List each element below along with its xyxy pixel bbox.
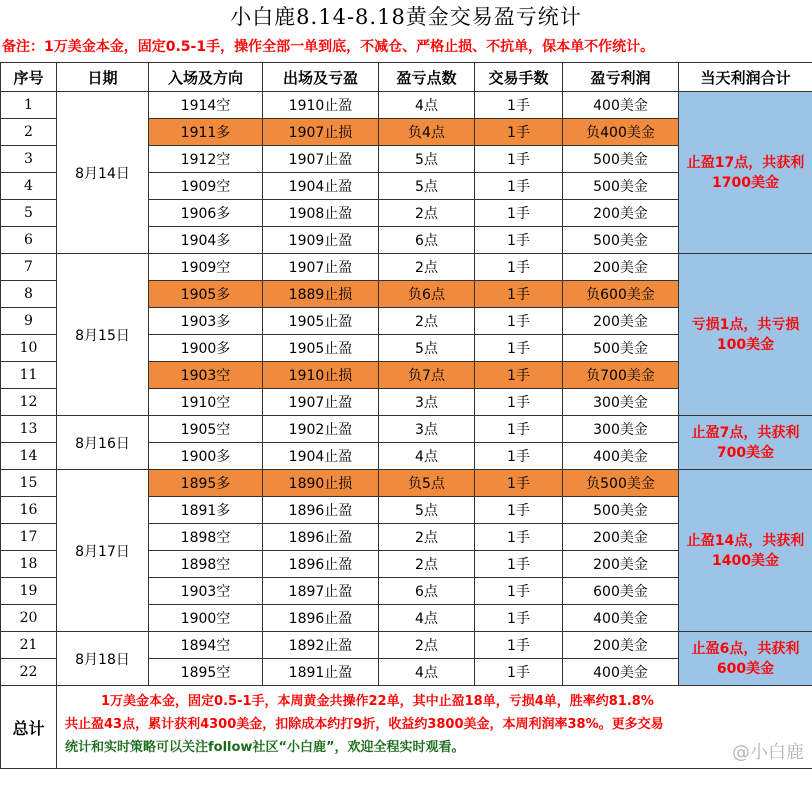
cell-lots: 1手 <box>475 524 563 551</box>
cell-seq: 2 <box>1 119 57 146</box>
cell-seq: 19 <box>1 578 57 605</box>
cell-entry: 1909空 <box>149 254 263 281</box>
cell-points: 5点 <box>379 146 475 173</box>
cell-entry: 1905空 <box>149 416 263 443</box>
cell-profit: 200美金 <box>563 308 679 335</box>
cell-seq: 8 <box>1 281 57 308</box>
table-body <box>1 92 812 686</box>
cell-profit: 200美金 <box>563 632 679 659</box>
cell-exit: 1907止盈 <box>263 146 379 173</box>
cell-exit: 1904止盈 <box>263 443 379 470</box>
cell-lots: 1手 <box>475 146 563 173</box>
cell-points: 6点 <box>379 227 475 254</box>
cell-date: 8月14日 <box>57 92 149 254</box>
cell-entry: 1910空 <box>149 389 263 416</box>
table-row <box>1 92 812 119</box>
cell-entry: 1903空 <box>149 362 263 389</box>
total-summary <box>57 686 812 769</box>
cell-entry: 1905多 <box>149 281 263 308</box>
cell-exit: 1907止盈 <box>263 254 379 281</box>
cell-seq: 12 <box>1 389 57 416</box>
cell-seq: 17 <box>1 524 57 551</box>
cell-exit: 1897止盈 <box>263 578 379 605</box>
cell-daily-summary: 止盈7点，共获利700美金 <box>679 416 812 470</box>
header-entry: 入场及方向 <box>149 63 263 92</box>
cell-points: 4点 <box>379 92 475 119</box>
cell-lots: 1手 <box>475 335 563 362</box>
cell-lots: 1手 <box>475 659 563 686</box>
cell-points: 4点 <box>379 659 475 686</box>
cell-points: 负6点 <box>379 281 475 308</box>
cell-exit: 1907止盈 <box>263 389 379 416</box>
cell-points: 2点 <box>379 200 475 227</box>
cell-profit: 300美金 <box>563 389 679 416</box>
cell-profit: 300美金 <box>563 416 679 443</box>
cell-lots: 1手 <box>475 470 563 497</box>
cell-profit: 400美金 <box>563 92 679 119</box>
cell-exit: 1905止盈 <box>263 335 379 362</box>
cell-profit: 600美金 <box>563 578 679 605</box>
cell-points: 2点 <box>379 632 475 659</box>
cell-exit: 1892止盈 <box>263 632 379 659</box>
cell-seq: 21 <box>1 632 57 659</box>
cell-entry: 1895空 <box>149 659 263 686</box>
cell-points: 5点 <box>379 497 475 524</box>
cell-exit: 1896止盈 <box>263 497 379 524</box>
table-row <box>1 254 812 281</box>
cell-entry: 1894空 <box>149 632 263 659</box>
cell-points: 4点 <box>379 605 475 632</box>
cell-daily-summary: 亏损1点，共亏损100美金 <box>679 254 812 416</box>
cell-exit: 1902止盈 <box>263 416 379 443</box>
cell-exit: 1908止盈 <box>263 200 379 227</box>
cell-lots: 1手 <box>475 605 563 632</box>
cell-exit: 1909止盈 <box>263 227 379 254</box>
cell-daily-summary: 止盈14点，共获利1400美金 <box>679 470 812 632</box>
cell-profit: 500美金 <box>563 146 679 173</box>
cell-profit: 负600美金 <box>563 281 679 308</box>
cell-lots: 1手 <box>475 578 563 605</box>
cell-points: 2点 <box>379 551 475 578</box>
cell-profit: 200美金 <box>563 551 679 578</box>
cell-date: 8月15日 <box>57 254 149 416</box>
cell-lots: 1手 <box>475 389 563 416</box>
cell-seq: 13 <box>1 416 57 443</box>
cell-exit: 1896止盈 <box>263 551 379 578</box>
header-points: 盈亏点数 <box>379 63 475 92</box>
total-label: 总计 <box>1 686 57 769</box>
cell-entry: 1900空 <box>149 605 263 632</box>
cell-seq: 22 <box>1 659 57 686</box>
header-daily-total: 当天利润合计 <box>679 63 812 92</box>
cell-lots: 1手 <box>475 92 563 119</box>
cell-exit: 1910止盈 <box>263 92 379 119</box>
table-row <box>1 416 812 443</box>
total-summary-line1: 1万美金本金，固定0.5-1手，本周黄金共操作22单，其中止盈18单，亏损4单，胜率约81.8% <box>101 694 654 709</box>
cell-profit: 负500美金 <box>563 470 679 497</box>
cell-entry: 1903多 <box>149 308 263 335</box>
cell-entry: 1895多 <box>149 470 263 497</box>
cell-profit: 500美金 <box>563 227 679 254</box>
cell-seq: 7 <box>1 254 57 281</box>
sheet-title: 小白鹿8.14-8.18黄金交易盈亏统计 <box>230 5 582 29</box>
cell-points: 2点 <box>379 254 475 281</box>
cell-exit: 1896止盈 <box>263 605 379 632</box>
cell-exit: 1890止损 <box>263 470 379 497</box>
cell-entry: 1898空 <box>149 524 263 551</box>
header-row <box>1 63 812 92</box>
header-exit: 出场及亏盈 <box>263 63 379 92</box>
cell-points: 负7点 <box>379 362 475 389</box>
cell-lots: 1手 <box>475 200 563 227</box>
cell-exit: 1891止盈 <box>263 659 379 686</box>
watermark: @小白鹿 <box>732 742 804 763</box>
cell-seq: 3 <box>1 146 57 173</box>
total-summary-line2: 共止盈43点，累计获利4300美金，扣除成本约打9折，收益约3800美金，本周利润率38%。更多交易 <box>65 717 664 732</box>
trade-table <box>0 62 812 769</box>
header-lots: 交易手数 <box>475 63 563 92</box>
header-date: 日期 <box>57 63 149 92</box>
cell-exit: 1910止损 <box>263 362 379 389</box>
table-row <box>1 632 812 659</box>
cell-seq: 15 <box>1 470 57 497</box>
cell-entry: 1912空 <box>149 146 263 173</box>
cell-lots: 1手 <box>475 173 563 200</box>
total-summary-line3: 统计和实时策略可以关注follow社区“小白鹿”，欢迎全程实时观看。 <box>65 740 465 755</box>
cell-seq: 11 <box>1 362 57 389</box>
header-seq: 序号 <box>1 63 57 92</box>
cell-seq: 6 <box>1 227 57 254</box>
cell-profit: 200美金 <box>563 200 679 227</box>
cell-date: 8月17日 <box>57 470 149 632</box>
cell-lots: 1手 <box>475 362 563 389</box>
cell-entry: 1891多 <box>149 497 263 524</box>
cell-entry: 1911多 <box>149 119 263 146</box>
cell-profit: 400美金 <box>563 605 679 632</box>
cell-points: 5点 <box>379 335 475 362</box>
cell-lots: 1手 <box>475 443 563 470</box>
cell-date: 8月16日 <box>57 416 149 470</box>
cell-profit: 500美金 <box>563 497 679 524</box>
cell-seq: 20 <box>1 605 57 632</box>
cell-daily-summary: 止盈6点，共获利600美金 <box>679 632 812 686</box>
cell-lots: 1手 <box>475 632 563 659</box>
cell-profit: 负400美金 <box>563 119 679 146</box>
cell-lots: 1手 <box>475 227 563 254</box>
cell-seq: 5 <box>1 200 57 227</box>
cell-seq: 16 <box>1 497 57 524</box>
cell-exit: 1907止损 <box>263 119 379 146</box>
cell-lots: 1手 <box>475 119 563 146</box>
cell-points: 3点 <box>379 416 475 443</box>
cell-entry: 1904多 <box>149 227 263 254</box>
note-line: 备注：1万美金本金，固定0.5-1手，操作全部一单到底，不减仓、严格止损、不抗单，保本单不作统计。 <box>2 39 655 55</box>
cell-lots: 1手 <box>475 497 563 524</box>
cell-profit: 400美金 <box>563 659 679 686</box>
cell-daily-summary: 止盈17点，共获利1700美金 <box>679 92 812 254</box>
cell-entry: 1898空 <box>149 551 263 578</box>
cell-seq: 10 <box>1 335 57 362</box>
cell-points: 4点 <box>379 443 475 470</box>
cell-points: 2点 <box>379 308 475 335</box>
cell-points: 2点 <box>379 524 475 551</box>
cell-lots: 1手 <box>475 416 563 443</box>
cell-lots: 1手 <box>475 551 563 578</box>
cell-lots: 1手 <box>475 281 563 308</box>
cell-profit: 500美金 <box>563 335 679 362</box>
cell-profit: 500美金 <box>563 173 679 200</box>
cell-seq: 14 <box>1 443 57 470</box>
cell-exit: 1904止盈 <box>263 173 379 200</box>
cell-entry: 1900多 <box>149 443 263 470</box>
cell-seq: 1 <box>1 92 57 119</box>
cell-lots: 1手 <box>475 254 563 281</box>
cell-entry: 1914空 <box>149 92 263 119</box>
cell-seq: 18 <box>1 551 57 578</box>
cell-exit: 1896止盈 <box>263 524 379 551</box>
cell-entry: 1900多 <box>149 335 263 362</box>
cell-points: 负5点 <box>379 470 475 497</box>
cell-points: 5点 <box>379 173 475 200</box>
cell-profit: 200美金 <box>563 254 679 281</box>
cell-points: 负4点 <box>379 119 475 146</box>
cell-exit: 1889止损 <box>263 281 379 308</box>
cell-entry: 1909空 <box>149 173 263 200</box>
cell-date: 8月18日 <box>57 632 149 686</box>
cell-profit: 200美金 <box>563 524 679 551</box>
cell-entry: 1906多 <box>149 200 263 227</box>
cell-exit: 1905止盈 <box>263 308 379 335</box>
cell-profit: 负700美金 <box>563 362 679 389</box>
cell-points: 6点 <box>379 578 475 605</box>
cell-points: 3点 <box>379 389 475 416</box>
cell-seq: 4 <box>1 173 57 200</box>
table-row <box>1 470 812 497</box>
cell-seq: 9 <box>1 308 57 335</box>
cell-entry: 1903空 <box>149 578 263 605</box>
cell-lots: 1手 <box>475 308 563 335</box>
cell-profit: 400美金 <box>563 443 679 470</box>
total-row <box>1 686 812 769</box>
header-profit: 盈亏利润 <box>563 63 679 92</box>
